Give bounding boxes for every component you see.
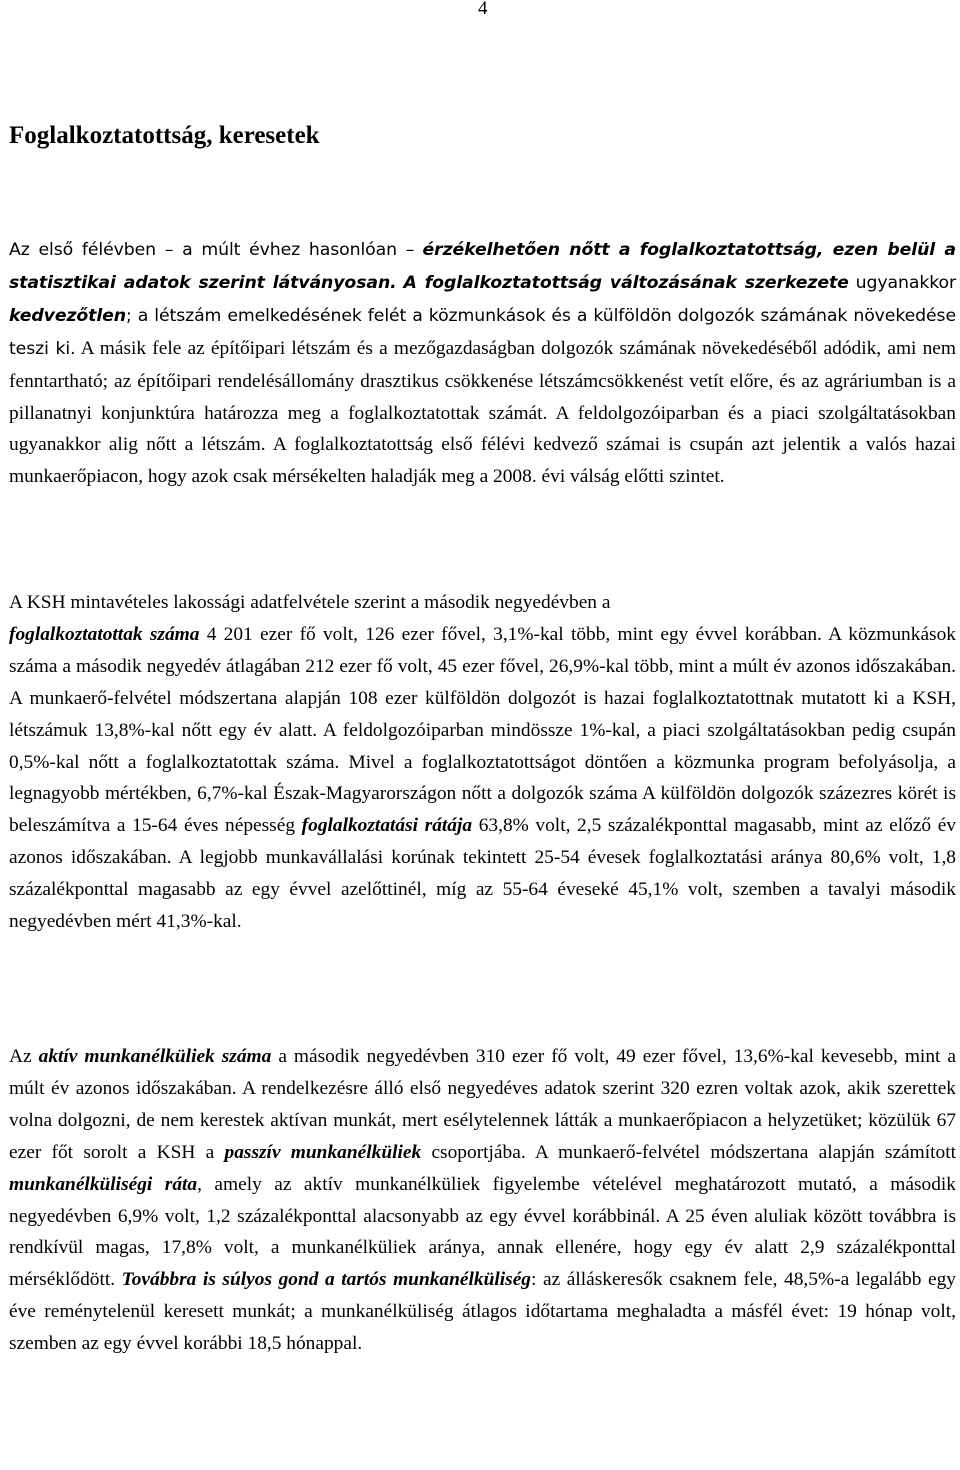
p3-emphasis-active-unemployed: aktív munkanélküliek száma (38, 1046, 272, 1067)
p1-emphasis-unfavourable: kedvezőtlen (9, 305, 126, 326)
paragraph-unemployment (9, 1041, 956, 1360)
p2-text-age-groups: 63,8% volt, 2,5 százalékponttal magasabb, mint az előző év azonos időszakában. A legjobb munkavállalási korúnak tekintett 25-54 évesek foglalkoztatási aránya 80,6% volt, 1,8 százalékponttal magasabb az egy évvel azelőttinél, míg az 55-64 éveseké 45,1% volt, szemben a tavalyi második negyedévben mért 41,3%-kal. (9, 815, 957, 933)
p1-emphasis-structure: A foglalkoztatottság változásának szerkezete (403, 272, 849, 293)
p3-text-youth: , amely az aktív munkanélküliek figyelembe vételével meghatározott mutató, a második negyedévben 6,9% volt, 1,2 százalékponttal alacsonyabb az egy évvel korábbinál. A 25 éven aluliak között továbbra is rendkívül magas, 17,8% volt, a munkanélküliek aránya, annak ellenére, hogy egy év alatt 2,9 százalékponttal mérséklődött. (9, 1173, 957, 1291)
p1-intro-text: Az első félévben – a múlt évhez hasonlóan – (9, 240, 415, 260)
p2-emphasis-employed-count: foglalkoztatottak száma (9, 623, 200, 645)
p3-text-quarter: a második negyedévben 310 ezer fő volt, 49 ezer fővel, 13,6%-kal kevesebb, mint a múlt év azonos időszakában. A rendelkezésre álló első negyedéves adatok szerint 320 ezren voltak azok, akik szerettek volna dolgozni, de nem kerestek aktívan munkát, mert esélytelennek látták a munkaerőpiacon a helyzetüket; közülük 67 ezer főt sorolt a KSH a (9, 1046, 956, 1163)
page-number: 4 (478, 0, 488, 19)
p1-emphasis-growth: érzékelhetően nőtt a foglalkoztatottság, ezen belül a statisztikai adatok szerint látványosan. (9, 240, 956, 293)
p3-emphasis-passive-unemployed: passzív munkanélküliek (224, 1141, 422, 1163)
p3-emphasis-long-term: Továbbra is súlyos gond a tartós munkanélküliség (121, 1269, 532, 1291)
p3-text-jobseekers: : az álláskeresők csaknem fele, 48,5%-a legalább egy éve reménytelenül keresett munkát; a munkanélküliség átlagos időtartama meghaladta a másfél évet: 19 hónap volt, szemben az egy évvel korábbi 18,5 hónappal. (9, 1269, 956, 1355)
paragraph-ksh-survey (9, 587, 956, 938)
paragraph-employment-overview (9, 234, 956, 493)
p2-intro-text: A KSH mintavételes lakossági adatfelvétele szerint a második negyedévben a (9, 592, 611, 613)
p1-text-public-workers: ; a létszám emelkedésének felét a közmunkások és a külföldön dolgozók számának növekedése teszi ki. (9, 305, 956, 359)
p3-intro-text: Az (9, 1046, 32, 1067)
p2-text-public-work: 4 201 ezer fő volt, 126 ezer fővel, 3,1%-kal több, mint egy évvel korábban. A közmunkások száma a második negyedév átlagában 212 ezer fő volt, 45 ezer fővel, 26,9%-kal több, mint a múlt év azonos időszakában. A munkaerő-felvétel módszertana alapján 108 ezer külföldön dolgozót is hazai foglalkoztatottnak mutatott ki a KSH, létszámuk 13,8%-kal nőtt egy év alatt. A feldolgozóiparban mindössze 1%-kal, a piaci szolgáltatásokban pedig csupán 0,5%-kal nőtt a foglalkoztatottak száma. Mivel a foglalkoztatottságot döntően a közmunka program befolyásolja, a legnagyobb mértékben, 6,7%-kal Észak-Magyarországon nőtt a dolgozók száma A külföldön dolgozók százezres körét is beleszámítva a 15-64 éves népesség (9, 623, 956, 837)
section-heading: Foglalkoztatottság, keresetek (9, 122, 320, 149)
p2-emphasis-employment-rate: foglalkoztatási rátája (301, 815, 473, 837)
p1-text-construction: A másik fele az építőipari létszám és a mezőgazdaságban dolgozók számának növekedéséből adódik, ami nem fenntartható; az építőipari rendelésállomány drasztikus csökkenése létszámcsökkenést vetít előre, és az agráriumban is a pillanatnyi konjunktúra határozza meg a foglalkoztatottak számát. A feldolgozóiparban és a piaci szolgáltatásokban ugyanakkor alig nőtt a létszám. A foglalkoztatottság első félévi kedvező számai is csupán azt jelentik a valós hazai munkaerőpiacon, hogy azok csak mérsékelten haladják meg a 2008. évi válság előtti szintet. (9, 337, 956, 488)
p1-text-however: ugyanakkor (855, 272, 956, 293)
p3-emphasis-unemployment-rate: munkanélküliségi ráta (9, 1173, 198, 1195)
p3-text-methodology: csoportjába. A munkaerő-felvétel módszertana alapján számított (431, 1141, 956, 1163)
